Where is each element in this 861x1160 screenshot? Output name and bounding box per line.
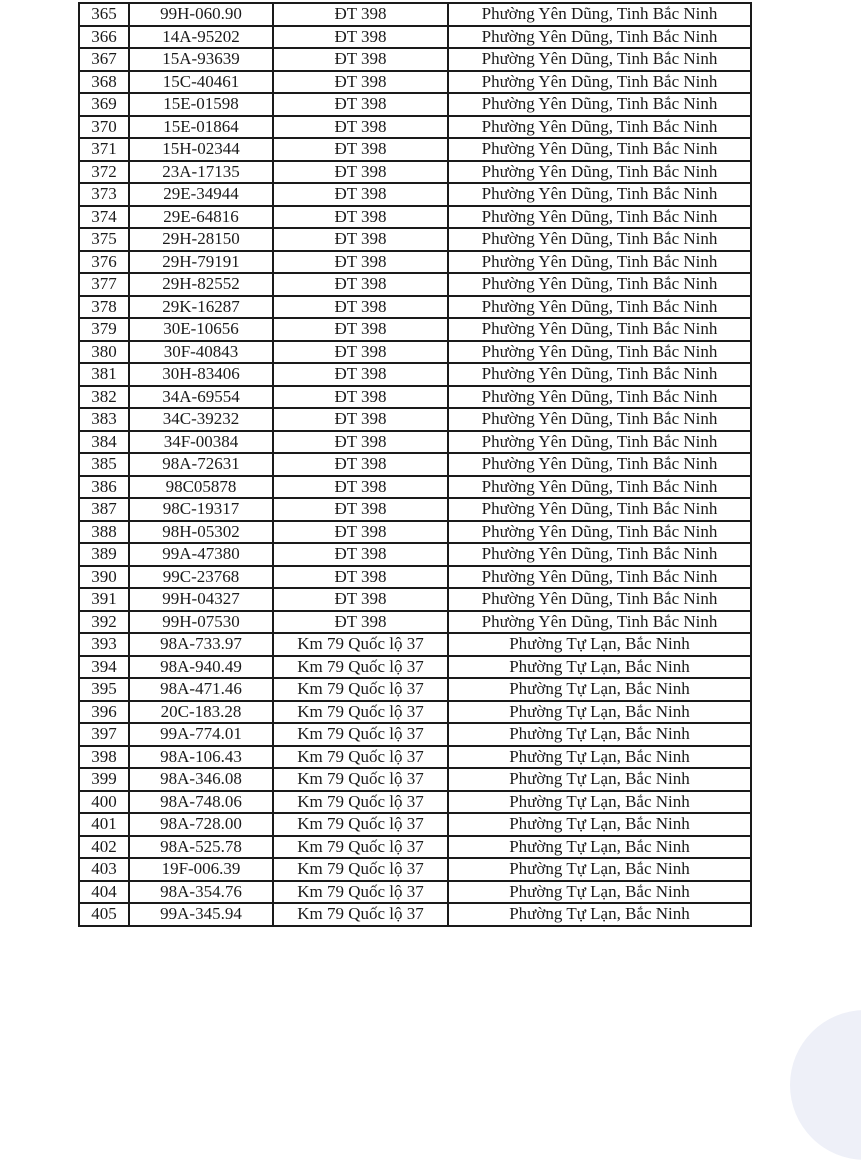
location-cell: ĐT 398 — [273, 341, 448, 364]
row-number-cell: 382 — [79, 386, 129, 409]
location-cell: Km 79 Quốc lộ 37 — [273, 881, 448, 904]
address-cell: Phường Yên Dũng, Tinh Bắc Ninh — [448, 116, 751, 139]
table-row — [79, 588, 751, 611]
location-cell: ĐT 398 — [273, 26, 448, 49]
row-number-cell: 402 — [79, 836, 129, 859]
address-cell: Phường Tự Lạn, Bắc Ninh — [448, 791, 751, 814]
row-number-cell: 371 — [79, 138, 129, 161]
row-number-cell: 376 — [79, 251, 129, 274]
row-number-cell: 380 — [79, 341, 129, 364]
table-body — [79, 3, 751, 926]
location-cell: ĐT 398 — [273, 431, 448, 454]
location-cell: ĐT 398 — [273, 498, 448, 521]
license-plate-cell: 99C-23768 — [129, 566, 273, 589]
address-cell: Phường Yên Dũng, Tinh Bắc Ninh — [448, 386, 751, 409]
license-plate-cell: 30H-83406 — [129, 363, 273, 386]
license-plate-cell: 98A-748.06 — [129, 791, 273, 814]
row-number-cell: 398 — [79, 746, 129, 769]
license-plate-cell: 98A-106.43 — [129, 746, 273, 769]
table-row — [79, 251, 751, 274]
table-row — [79, 206, 751, 229]
address-cell: Phường Tự Lạn, Bắc Ninh — [448, 678, 751, 701]
address-cell: Phường Yên Dũng, Tinh Bắc Ninh — [448, 161, 751, 184]
location-cell: Km 79 Quốc lộ 37 — [273, 791, 448, 814]
row-number-cell: 390 — [79, 566, 129, 589]
row-number-cell: 369 — [79, 93, 129, 116]
location-cell: Km 79 Quốc lộ 37 — [273, 723, 448, 746]
location-cell: ĐT 398 — [273, 206, 448, 229]
license-plate-cell: 15A-93639 — [129, 48, 273, 71]
table-row — [79, 431, 751, 454]
location-cell: Km 79 Quốc lộ 37 — [273, 836, 448, 859]
row-number-cell: 386 — [79, 476, 129, 499]
row-number-cell: 397 — [79, 723, 129, 746]
address-cell: Phường Tự Lạn, Bắc Ninh — [448, 746, 751, 769]
table-row — [79, 296, 751, 319]
table-row — [79, 611, 751, 634]
table-row — [79, 386, 751, 409]
table-row — [79, 363, 751, 386]
address-cell: Phường Yên Dũng, Tinh Bắc Ninh — [448, 26, 751, 49]
address-cell: Phường Tự Lạn, Bắc Ninh — [448, 858, 751, 881]
row-number-cell: 403 — [79, 858, 129, 881]
table-row — [79, 138, 751, 161]
table-row — [79, 228, 751, 251]
violation-table — [78, 2, 752, 927]
row-number-cell: 395 — [79, 678, 129, 701]
table-row — [79, 273, 751, 296]
table-row — [79, 656, 751, 679]
row-number-cell: 383 — [79, 408, 129, 431]
table-row — [79, 566, 751, 589]
table-row — [79, 813, 751, 836]
row-number-cell: 367 — [79, 48, 129, 71]
license-plate-cell: 98H-05302 — [129, 521, 273, 544]
table-row — [79, 836, 751, 859]
license-plate-cell: 34F-00384 — [129, 431, 273, 454]
row-number-cell: 401 — [79, 813, 129, 836]
license-plate-cell: 15E-01864 — [129, 116, 273, 139]
license-plate-cell: 98A-733.97 — [129, 633, 273, 656]
address-cell: Phường Yên Dũng, Tinh Bắc Ninh — [448, 48, 751, 71]
table-row — [79, 678, 751, 701]
address-cell: Phường Tự Lạn, Bắc Ninh — [448, 903, 751, 926]
row-number-cell: 381 — [79, 363, 129, 386]
license-plate-cell: 99H-060.90 — [129, 3, 273, 26]
row-number-cell: 377 — [79, 273, 129, 296]
license-plate-cell: 29K-16287 — [129, 296, 273, 319]
location-cell: Km 79 Quốc lộ 37 — [273, 746, 448, 769]
location-cell: Km 79 Quốc lộ 37 — [273, 633, 448, 656]
address-cell: Phường Yên Dũng, Tinh Bắc Ninh — [448, 3, 751, 26]
license-plate-cell: 98A-346.08 — [129, 768, 273, 791]
address-cell: Phường Yên Dũng, Tinh Bắc Ninh — [448, 498, 751, 521]
address-cell: Phường Yên Dũng, Tinh Bắc Ninh — [448, 93, 751, 116]
address-cell: Phường Yên Dũng, Tinh Bắc Ninh — [448, 521, 751, 544]
address-cell: Phường Yên Dũng, Tinh Bắc Ninh — [448, 183, 751, 206]
location-cell: Km 79 Quốc lộ 37 — [273, 903, 448, 926]
location-cell: ĐT 398 — [273, 318, 448, 341]
table-row — [79, 791, 751, 814]
location-cell: ĐT 398 — [273, 71, 448, 94]
license-plate-cell: 98A-728.00 — [129, 813, 273, 836]
row-number-cell: 379 — [79, 318, 129, 341]
location-cell: Km 79 Quốc lộ 37 — [273, 678, 448, 701]
address-cell: Phường Tự Lạn, Bắc Ninh — [448, 881, 751, 904]
row-number-cell: 384 — [79, 431, 129, 454]
address-cell: Phường Yên Dũng, Tinh Bắc Ninh — [448, 273, 751, 296]
table-row — [79, 3, 751, 26]
location-cell: ĐT 398 — [273, 566, 448, 589]
address-cell: Phường Yên Dũng, Tinh Bắc Ninh — [448, 453, 751, 476]
location-cell: ĐT 398 — [273, 251, 448, 274]
table-row — [79, 453, 751, 476]
address-cell: Phường Tự Lạn, Bắc Ninh — [448, 656, 751, 679]
row-number-cell: 373 — [79, 183, 129, 206]
location-cell: ĐT 398 — [273, 183, 448, 206]
row-number-cell: 372 — [79, 161, 129, 184]
row-number-cell: 399 — [79, 768, 129, 791]
row-number-cell: 385 — [79, 453, 129, 476]
table-row — [79, 93, 751, 116]
row-number-cell: 404 — [79, 881, 129, 904]
row-number-cell: 405 — [79, 903, 129, 926]
license-plate-cell: 29E-64816 — [129, 206, 273, 229]
location-cell: ĐT 398 — [273, 543, 448, 566]
address-cell: Phường Yên Dũng, Tinh Bắc Ninh — [448, 341, 751, 364]
location-cell: Km 79 Quốc lộ 37 — [273, 858, 448, 881]
table-row — [79, 498, 751, 521]
license-plate-cell: 98C-19317 — [129, 498, 273, 521]
license-plate-cell: 15H-02344 — [129, 138, 273, 161]
location-cell: ĐT 398 — [273, 408, 448, 431]
license-plate-cell: 15E-01598 — [129, 93, 273, 116]
license-plate-cell: 14A-95202 — [129, 26, 273, 49]
row-number-cell: 393 — [79, 633, 129, 656]
row-number-cell: 389 — [79, 543, 129, 566]
row-number-cell: 391 — [79, 588, 129, 611]
address-cell: Phường Yên Dũng, Tinh Bắc Ninh — [448, 228, 751, 251]
location-cell: Km 79 Quốc lộ 37 — [273, 768, 448, 791]
license-plate-cell: 98A-471.46 — [129, 678, 273, 701]
table-row — [79, 881, 751, 904]
license-plate-cell: 23A-17135 — [129, 161, 273, 184]
table-row — [79, 701, 751, 724]
row-number-cell: 396 — [79, 701, 129, 724]
license-plate-cell: 34A-69554 — [129, 386, 273, 409]
row-number-cell: 392 — [79, 611, 129, 634]
license-plate-cell: 98A-940.49 — [129, 656, 273, 679]
table-row — [79, 746, 751, 769]
address-cell: Phường Yên Dũng, Tinh Bắc Ninh — [448, 251, 751, 274]
table-row — [79, 723, 751, 746]
location-cell: ĐT 398 — [273, 453, 448, 476]
violation-table-page — [78, 2, 752, 927]
row-number-cell: 370 — [79, 116, 129, 139]
row-number-cell: 387 — [79, 498, 129, 521]
address-cell: Phường Tự Lạn, Bắc Ninh — [448, 701, 751, 724]
address-cell: Phường Yên Dũng, Tinh Bắc Ninh — [448, 588, 751, 611]
license-plate-cell: 29H-82552 — [129, 273, 273, 296]
location-cell: ĐT 398 — [273, 476, 448, 499]
location-cell: ĐT 398 — [273, 386, 448, 409]
row-number-cell: 366 — [79, 26, 129, 49]
table-row — [79, 408, 751, 431]
table-row — [79, 543, 751, 566]
address-cell: Phường Yên Dũng, Tinh Bắc Ninh — [448, 206, 751, 229]
license-plate-cell: 30F-40843 — [129, 341, 273, 364]
license-plate-cell: 29E-34944 — [129, 183, 273, 206]
table-row — [79, 521, 751, 544]
table-row — [79, 341, 751, 364]
location-cell: ĐT 398 — [273, 363, 448, 386]
license-plate-cell: 19F-006.39 — [129, 858, 273, 881]
license-plate-cell: 99A-774.01 — [129, 723, 273, 746]
location-cell: ĐT 398 — [273, 588, 448, 611]
row-number-cell: 374 — [79, 206, 129, 229]
license-plate-cell: 98A-354.76 — [129, 881, 273, 904]
table-row — [79, 183, 751, 206]
location-cell: ĐT 398 — [273, 116, 448, 139]
address-cell: Phường Yên Dũng, Tinh Bắc Ninh — [448, 71, 751, 94]
license-plate-cell: 99A-345.94 — [129, 903, 273, 926]
location-cell: ĐT 398 — [273, 611, 448, 634]
row-number-cell: 365 — [79, 3, 129, 26]
location-cell: ĐT 398 — [273, 48, 448, 71]
license-plate-cell: 15C-40461 — [129, 71, 273, 94]
address-cell: Phường Yên Dũng, Tinh Bắc Ninh — [448, 296, 751, 319]
row-number-cell: 368 — [79, 71, 129, 94]
row-number-cell: 375 — [79, 228, 129, 251]
table-row — [79, 71, 751, 94]
location-cell: ĐT 398 — [273, 228, 448, 251]
license-plate-cell: 98A-525.78 — [129, 836, 273, 859]
address-cell: Phường Tự Lạn, Bắc Ninh — [448, 723, 751, 746]
address-cell: Phường Yên Dũng, Tinh Bắc Ninh — [448, 543, 751, 566]
address-cell: Phường Tự Lạn, Bắc Ninh — [448, 813, 751, 836]
location-cell: ĐT 398 — [273, 273, 448, 296]
address-cell: Phường Yên Dũng, Tinh Bắc Ninh — [448, 408, 751, 431]
location-cell: ĐT 398 — [273, 3, 448, 26]
license-plate-cell: 99H-07530 — [129, 611, 273, 634]
location-cell: Km 79 Quốc lộ 37 — [273, 701, 448, 724]
address-cell: Phường Yên Dũng, Tinh Bắc Ninh — [448, 318, 751, 341]
table-row — [79, 318, 751, 341]
location-cell: ĐT 398 — [273, 138, 448, 161]
location-cell: ĐT 398 — [273, 161, 448, 184]
address-cell: Phường Yên Dũng, Tinh Bắc Ninh — [448, 431, 751, 454]
address-cell: Phường Yên Dũng, Tinh Bắc Ninh — [448, 611, 751, 634]
license-plate-cell: 29H-28150 — [129, 228, 273, 251]
row-number-cell: 394 — [79, 656, 129, 679]
location-cell: Km 79 Quốc lộ 37 — [273, 656, 448, 679]
location-cell: ĐT 398 — [273, 521, 448, 544]
license-plate-cell: 29H-79191 — [129, 251, 273, 274]
row-number-cell: 388 — [79, 521, 129, 544]
address-cell: Phường Tự Lạn, Bắc Ninh — [448, 768, 751, 791]
location-cell: ĐT 398 — [273, 93, 448, 116]
table-row — [79, 768, 751, 791]
location-cell: ĐT 398 — [273, 296, 448, 319]
table-row — [79, 48, 751, 71]
table-row — [79, 26, 751, 49]
location-cell: Km 79 Quốc lộ 37 — [273, 813, 448, 836]
address-cell: Phường Tự Lạn, Bắc Ninh — [448, 633, 751, 656]
table-row — [79, 161, 751, 184]
table-row — [79, 858, 751, 881]
license-plate-cell: 99H-04327 — [129, 588, 273, 611]
row-number-cell: 378 — [79, 296, 129, 319]
row-number-cell: 400 — [79, 791, 129, 814]
table-row — [79, 633, 751, 656]
license-plate-cell: 98A-72631 — [129, 453, 273, 476]
table-row — [79, 903, 751, 926]
license-plate-cell: 99A-47380 — [129, 543, 273, 566]
license-plate-cell: 34C-39232 — [129, 408, 273, 431]
license-plate-cell: 20C-183.28 — [129, 701, 273, 724]
license-plate-cell: 30E-10656 — [129, 318, 273, 341]
address-cell: Phường Yên Dũng, Tinh Bắc Ninh — [448, 566, 751, 589]
table-row — [79, 476, 751, 499]
address-cell: Phường Yên Dũng, Tinh Bắc Ninh — [448, 363, 751, 386]
corner-overlay-shape — [790, 1010, 861, 1160]
table-row — [79, 116, 751, 139]
license-plate-cell: 98C05878 — [129, 476, 273, 499]
address-cell: Phường Yên Dũng, Tinh Bắc Ninh — [448, 476, 751, 499]
address-cell: Phường Tự Lạn, Bắc Ninh — [448, 836, 751, 859]
address-cell: Phường Yên Dũng, Tinh Bắc Ninh — [448, 138, 751, 161]
